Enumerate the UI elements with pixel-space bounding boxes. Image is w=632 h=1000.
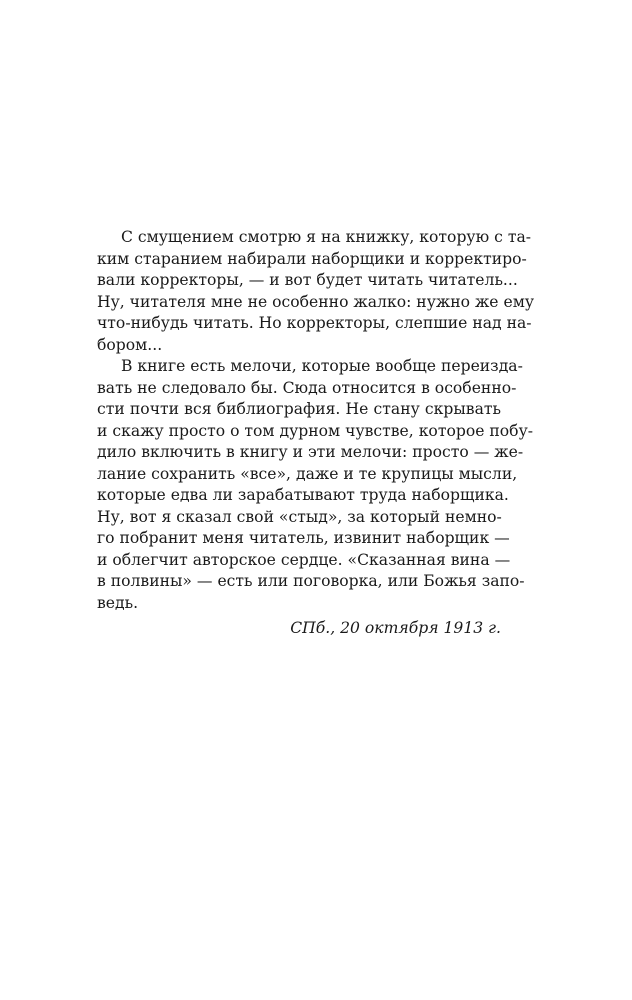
text-line: Ну, вот я сказал свой «стыд», за который немно-: [97, 507, 502, 526]
text-line: вать не следовало бы. Сюда относится в особенно-: [97, 378, 517, 397]
text-line: бором...: [97, 335, 163, 354]
text-line: дило включить в книгу и эти мелочи: просто — же-: [97, 443, 524, 461]
text-line: го побранит меня читатель, извинит наборщик —: [97, 529, 510, 547]
text-line: сти почти вся библиография. Не стану скрывать: [97, 400, 501, 418]
text-line: ким старанием набирали наборщики и корректиро-: [97, 249, 527, 268]
preface-text: [97, 227, 535, 640]
text-line: В книге есть мелочи, которые вообще переизда-: [121, 357, 523, 375]
text-line: и облегчит авторское сердце. «Сказанная вина —: [97, 550, 511, 569]
paragraph-1: [97, 227, 535, 356]
text-line: ведь.: [97, 593, 139, 612]
text-line: Ну, читателя мне не особенно жалко: нужно же ему: [97, 292, 535, 311]
text-line: С смущением смотрю я на книжку, которую с та-: [121, 228, 532, 246]
text-line: лание сохранить «все», даже и те крупицы мысли,: [97, 464, 518, 483]
date-signature: СПб., 20 октября 1913 г.: [290, 619, 501, 637]
text-line: которые едва ли зарабатывают труда наборщика.: [97, 486, 509, 504]
text-line: вали корректоры, — и вот будет читать читатель...: [97, 271, 518, 289]
text-line: в полвины» — есть или поговорка, или Божья запо-: [97, 572, 525, 590]
text-line: что-нибудь читать. Но корректоры, слепшие над на-: [97, 314, 532, 332]
paragraph-2: [97, 356, 534, 614]
text-line: и скажу просто о том дурном чувстве, которое побу-: [97, 421, 534, 440]
